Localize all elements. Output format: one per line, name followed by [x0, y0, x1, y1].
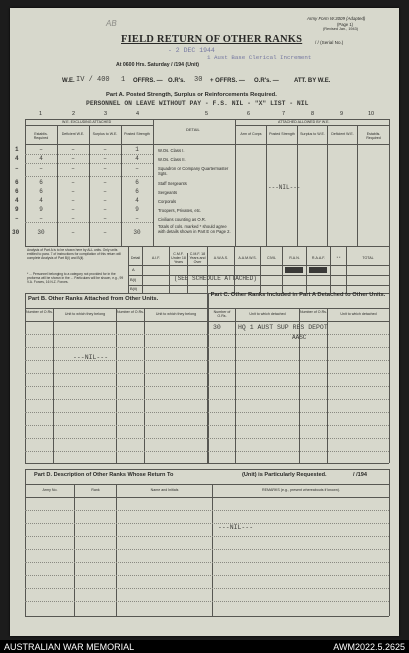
- part-b-col-number-2: Number of O.Rs.: [117, 310, 144, 314]
- part-c-entry-unit-2: AASC: [292, 334, 307, 341]
- analysis-header-total: TOTAL: [362, 256, 374, 260]
- form-sheet: [10, 8, 399, 636]
- part-c-col-unit-2: Unit to which detached: [340, 312, 377, 316]
- row-label: Staff Sergeants: [158, 181, 187, 186]
- col-number: 4: [136, 111, 140, 117]
- deficient-cell: –: [71, 215, 75, 222]
- censor-block: [309, 267, 327, 273]
- header-posted-strength-att: Posted Strength: [269, 132, 295, 136]
- analysis-row-label: B(i): [130, 277, 137, 282]
- part-c-entry-unit: HQ 1 AUST SUP RES DEPOT: [238, 324, 328, 331]
- row-label: W.Os. Class I.: [158, 148, 185, 153]
- posted-cell: 30: [133, 229, 141, 236]
- row-label: Totals of cols. marked * should agree with details shown in Part E on Page 2.: [158, 224, 231, 234]
- deficient-cell: –: [71, 197, 75, 204]
- surplus-cell: –: [103, 206, 107, 213]
- date-stamp: - 2 DEC 1944: [168, 47, 215, 54]
- attached-by-we: ATT. BY W.E.: [294, 78, 331, 84]
- posted-cell: 6: [135, 188, 139, 195]
- part-b-col-unit: Unit to which they belong: [64, 312, 106, 316]
- header-deficient-att: Deficient W.E.: [331, 132, 354, 136]
- header-deficient: Deficient W.E.: [61, 132, 85, 136]
- establis-cell: 4: [39, 197, 43, 204]
- analysis-header-awas: A.W.A.S.: [213, 256, 229, 260]
- archive-footer: [0, 640, 409, 653]
- date-line: At 0600 Hrs. Saturday / /194 (Unit): [116, 62, 200, 68]
- side-total: 30: [12, 229, 20, 236]
- offrs-label: OFFRS. —: [133, 78, 163, 84]
- censor-block: [285, 267, 303, 273]
- part-c-entry-number: 30: [213, 324, 221, 331]
- detail-header: DETAIL: [186, 127, 200, 132]
- part-d-title: Part D. Description of Other Ranks Whose Return To: [34, 472, 174, 478]
- form-revision: (Revised Jan., 1943): [323, 27, 359, 31]
- posted-cell: –: [135, 165, 139, 172]
- analysis-header-civil: CIVIL: [267, 256, 276, 260]
- surplus-cell: –: [103, 229, 107, 236]
- side-total: –: [15, 165, 19, 172]
- form-title: FIELD RETURN OF OTHER RANKS: [121, 34, 303, 45]
- surplus-cell: –: [103, 188, 107, 195]
- part-b-col-unit-2: Unit to which they belong: [155, 312, 197, 316]
- header-posted-strength: Posted Strength: [124, 132, 150, 136]
- establis-cell: 4: [39, 155, 43, 162]
- deficient-cell: –: [71, 146, 75, 153]
- part-d-col-remarks: REMARKS (e.g., present whereabouts if known).: [262, 488, 340, 492]
- form-page: (Page 1): [337, 22, 354, 27]
- posted-cell: 6: [135, 179, 139, 186]
- side-total: 6: [15, 179, 19, 186]
- part-a-title: Part A. Posted Strength, Surplus or Reinforcements Required.: [106, 92, 277, 98]
- schedule-note: (SEE SCHEDULE ATTACHED): [174, 275, 257, 282]
- analysis-header-ran: R.A.N.: [289, 256, 300, 260]
- part-d-col-rank: Rank: [91, 488, 100, 492]
- side-total: 1: [15, 146, 19, 153]
- analysis-row-label: B(ii): [130, 286, 138, 291]
- analysis-header-cmf-18-over: C.M.F. 18 Years and Over: [189, 252, 206, 264]
- side-total: –: [15, 215, 19, 222]
- posted-cell: –: [135, 215, 139, 222]
- analysis-header-detail: Detail: [130, 256, 141, 260]
- or-label: O.R's.: [168, 78, 186, 84]
- part-d-title-tail: (Unit) is Particularly Requested.: [242, 472, 327, 478]
- part-c-col-number: Number of O.Rs.: [213, 310, 231, 318]
- leave-line: PERSONNEL ON LEAVE WITHOUT PAY - F.S. NIL - "X" LIST - NIL: [86, 100, 309, 107]
- part-d-col-name: Name and Initials: [150, 488, 179, 492]
- posted-cell: 1: [135, 146, 139, 153]
- surplus-cell: –: [103, 165, 107, 172]
- establis-cell: 6: [39, 188, 43, 195]
- col-number: 7: [282, 111, 286, 117]
- establis-cell: 30: [37, 229, 45, 236]
- analysis-note: Analysis of Part A is to be shown here by ALL units. Only units entitled to para. 7 of instructions for compilation of this return will complete Analysis of Part B(i) and B(ii).: [27, 248, 121, 260]
- part-b-col-number: Number of O.Rs.: [26, 310, 53, 314]
- part-d-nil: ---NIL---: [218, 524, 254, 531]
- row-label: Corporals: [158, 199, 177, 204]
- row-label: W.Os. Class II.: [158, 157, 186, 162]
- part-c-title: Part C. Other Ranks Included in Part A Detached to Other Units.: [210, 292, 386, 298]
- part-d-col-army-no: Army No.: [42, 488, 58, 492]
- row-label: Civilians counting as O.R.: [158, 217, 206, 222]
- side-total: 4: [15, 197, 19, 204]
- establis-cell: –: [39, 146, 43, 153]
- col-number: 9: [340, 111, 344, 117]
- part-c-col-unit: Unit to which detached: [249, 312, 286, 316]
- row-label: Squadron or Company Quartermaster Sgts.: [158, 166, 229, 176]
- offrs-value: 1: [121, 76, 126, 84]
- part-a-right-nil: ---NIL---: [268, 184, 301, 191]
- analysis-header-other: * *: [336, 256, 341, 260]
- col-number: 8: [311, 111, 315, 117]
- col-number: 6: [247, 111, 251, 117]
- analysis-header-aif: A.I.F.: [151, 256, 161, 260]
- col-number: 5: [205, 111, 209, 117]
- deficient-cell: –: [71, 179, 75, 186]
- col-number: 10: [368, 111, 375, 117]
- header-arm-of-corps: Arm of Corps: [240, 132, 262, 136]
- surplus-cell: –: [103, 197, 107, 204]
- row-label: Sergeants: [158, 190, 178, 195]
- side-total: 6: [15, 188, 19, 195]
- footer-institution: AUSTRALIAN WAR MEMORIAL: [4, 642, 135, 652]
- surplus-cell: –: [103, 155, 107, 162]
- deficient-cell: –: [71, 229, 75, 236]
- plus-or: O.R's. —: [254, 78, 279, 84]
- establis-cell: –: [39, 215, 43, 222]
- pencil-note: AB: [106, 19, 117, 28]
- form-number: Army Form W.3009 (Adapted): [307, 16, 366, 21]
- serial-number: / / (Serial No.): [315, 40, 344, 45]
- row-label: Troopers, Privates, etc.: [158, 208, 202, 213]
- deficient-cell: –: [71, 165, 75, 172]
- deficient-cell: –: [71, 206, 75, 213]
- we-value: IV / 400: [76, 76, 110, 84]
- header-establis-required: Establis. Required: [33, 132, 49, 140]
- part-c-col-number-2: Number of O.Rs.: [300, 310, 327, 314]
- unit-stamp: 1 Aust Base Clerical Increment: [207, 54, 312, 61]
- surplus-cell: –: [103, 179, 107, 186]
- establis-cell: 9: [39, 206, 43, 213]
- part-b-nil: ---NIL---: [73, 354, 109, 361]
- analysis-header-aamws: A.A.M.W.S.: [238, 256, 257, 260]
- establis-cell: –: [39, 165, 43, 172]
- col-number: 1: [39, 111, 43, 117]
- side-total: 4: [15, 155, 19, 162]
- col-number: 3: [104, 111, 108, 117]
- attached-allowed-header: ATTACHED ALLOWED BY W.E.: [278, 120, 330, 124]
- col-number: 2: [72, 111, 76, 117]
- analysis-header-raaf: R.A.A.F.: [311, 256, 326, 260]
- or-value: 30: [194, 76, 203, 84]
- deficient-cell: –: [71, 155, 75, 162]
- analysis-header-cmf-under-18: C.M.F. Under 18 Years: [171, 252, 186, 264]
- header-surplus: Surplus to W.E.: [92, 132, 118, 136]
- plus-offrs: + OFFRS. —: [210, 78, 245, 84]
- surplus-cell: –: [103, 215, 107, 222]
- establis-cell: 6: [39, 179, 43, 186]
- side-total: 9: [15, 206, 19, 213]
- footer-accession: AWM2022.5.2625: [333, 642, 405, 652]
- posted-cell: 4: [135, 197, 139, 204]
- posted-cell: 9: [135, 206, 139, 213]
- we-prefix: W.E.: [62, 78, 75, 84]
- header-surplus-att: Surplus to W.E.: [300, 132, 325, 136]
- we-excluding-header: W.E. EXCLUDING ATTACHED: [62, 120, 112, 124]
- analysis-row-label: A: [132, 267, 135, 272]
- header-establis-att: Establis. Required: [366, 132, 381, 140]
- posted-cell: 4: [135, 155, 139, 162]
- part-d-date: / /194: [353, 472, 367, 478]
- deficient-cell: –: [71, 188, 75, 195]
- part-b-title: Part B. Other Ranks Attached from Other Units.: [28, 296, 159, 302]
- surplus-cell: –: [103, 146, 107, 153]
- analysis-note-2: * ... Personnel belonging to a category not provided for in the proforma will be shown in the ... Particulars will be shown, e.g., 99 V.A. Forces, 16 N.Z. Forces.: [27, 272, 124, 284]
